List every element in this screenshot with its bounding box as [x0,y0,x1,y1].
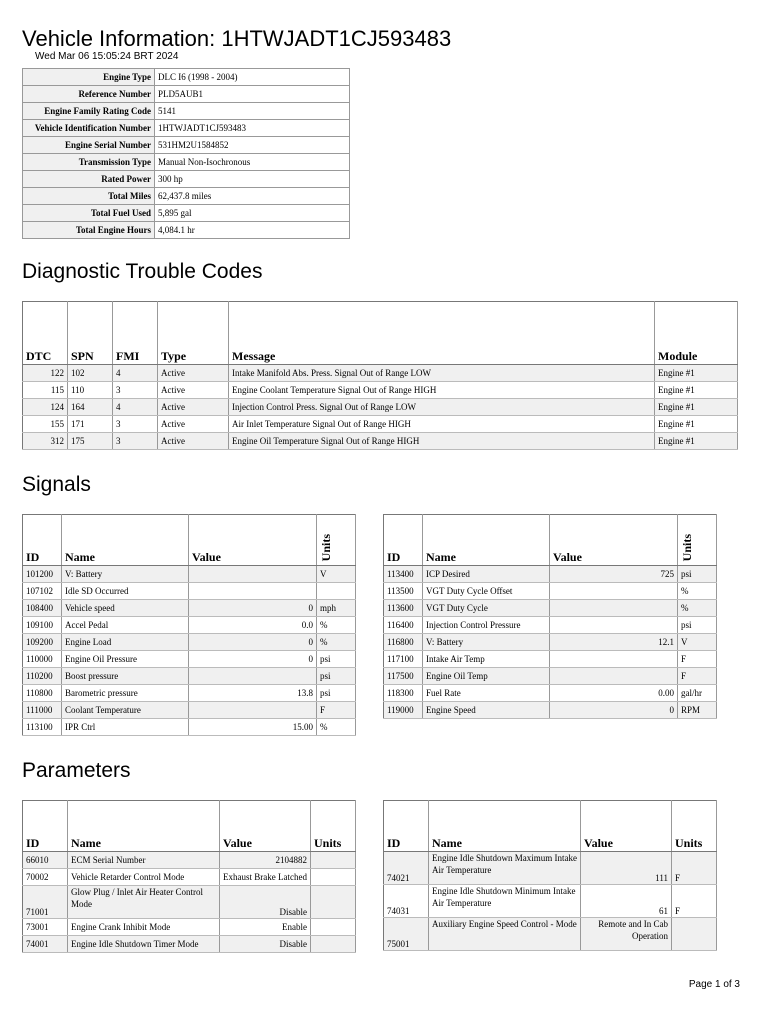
row-id: 117100 [384,651,423,668]
vehicle-info-label: Rated Power [23,171,155,188]
row-units: % [317,617,356,634]
row-name: VGT Duty Cycle Offset [423,583,550,600]
row-name: IPR Ctrl [62,719,189,736]
row-name: Engine Oil Pressure [62,651,189,668]
table-row [23,919,356,936]
vehicle-info-label: Total Fuel Used [23,205,155,222]
row-name: Engine Speed [423,702,550,719]
row-units: F [317,702,356,719]
col-header: ID [23,801,68,852]
dtc-type: Active [158,399,229,416]
table-row [23,936,356,953]
page-title: Vehicle Information: 1HTWJADT1CJ593483 [22,26,452,51]
table-row [23,651,356,668]
vehicle-info-row [23,137,350,154]
dtc-message: Injection Control Press. Signal Out of Range LOW [229,399,655,416]
row-name: ECM Serial Number [68,852,220,869]
spn: 102 [68,365,113,382]
parameters-table-left [22,800,356,953]
row-id: 110800 [23,685,62,702]
vehicle-info-row [23,171,350,188]
col-header: Value [581,801,672,852]
vehicle-info-label: Engine Serial Number [23,137,155,154]
vehicle-info-value: Manual Non-Isochronous [155,154,350,171]
col-header: ID [384,801,429,852]
vehicle-info-label: Engine Family Rating Code [23,103,155,120]
row-name: Intake Air Temp [423,651,550,668]
spn: 171 [68,416,113,433]
dtc-row [23,433,738,450]
table-row [384,668,717,685]
dtc-message: Engine Coolant Temperature Signal Out of Range HIGH [229,382,655,399]
dtc-code: 115 [23,382,68,399]
row-units [311,919,356,936]
table-row [384,566,717,583]
col-header: Units [311,801,356,852]
table-row [384,651,717,668]
row-id: 113500 [384,583,423,600]
row-name: Glow Plug / Inlet Air Heater Control Mode [68,886,220,919]
table-row [23,566,356,583]
spn: 110 [68,382,113,399]
dtc-code: 155 [23,416,68,433]
row-value [550,617,678,634]
row-units: V [317,566,356,583]
table-row [23,685,356,702]
vehicle-info-row [23,222,350,239]
row-units: psi [678,617,717,634]
row-name: Injection Control Pressure [423,617,550,634]
col-header: Name [423,515,550,566]
vehicle-info-label: Reference Number [23,86,155,103]
row-units [672,918,717,951]
row-units [311,936,356,953]
row-name: Engine Idle Shutdown Minimum Intake Air Temperature [429,885,581,918]
row-id: 73001 [23,919,68,936]
row-units: psi [317,668,356,685]
vehicle-info-value: 62,437.8 miles [155,188,350,205]
row-name: VGT Duty Cycle [423,600,550,617]
table-row [384,634,717,651]
vehicle-info-value: 300 hp [155,171,350,188]
row-units: F [672,885,717,918]
row-value: 15.00 [189,719,317,736]
vehicle-info-label: Transmission Type [23,154,155,171]
row-id: 113100 [23,719,62,736]
dtc-message: Engine Oil Temperature Signal Out of Range HIGH [229,433,655,450]
table-row [23,583,356,600]
row-id: 71001 [23,886,68,919]
row-id: 74001 [23,936,68,953]
row-value: Disable [220,886,311,919]
vehicle-info-row [23,205,350,222]
row-name: Accel Pedal [62,617,189,634]
vehicle-info-value: 531HM2U1584852 [155,137,350,154]
row-value: 0.00 [550,685,678,702]
col-header: Name [68,801,220,852]
row-id: 113600 [384,600,423,617]
dtc-module: Engine #1 [655,382,738,399]
row-name: Engine Load [62,634,189,651]
table-row [23,600,356,617]
col-header: Units [672,801,717,852]
dtc-code: 312 [23,433,68,450]
table-row [23,634,356,651]
row-units [311,852,356,869]
vehicle-info-table [22,68,350,239]
row-value [550,668,678,685]
dtc-code: 122 [23,365,68,382]
row-value: Enable [220,919,311,936]
vehicle-info-value: 4,084.1 hr [155,222,350,239]
table-row [23,886,356,919]
row-units: psi [317,651,356,668]
dtc-module: Engine #1 [655,365,738,382]
col-header: Value [220,801,311,852]
col-header: FMI [113,302,158,365]
row-id: 116400 [384,617,423,634]
table-row [384,852,717,885]
table-row [384,685,717,702]
col-header: Value [189,515,317,566]
dtc-row [23,382,738,399]
vehicle-info-value: 5,895 gal [155,205,350,222]
table-row [384,583,717,600]
row-units [311,886,356,919]
table-row [384,617,717,634]
table-row [384,600,717,617]
dtc-type: Active [158,382,229,399]
row-value: 12.1 [550,634,678,651]
col-header: ID [23,515,62,566]
fmi: 4 [113,399,158,416]
fmi: 3 [113,382,158,399]
row-id: 74021 [384,852,429,885]
col-header: SPN [68,302,113,365]
dtc-code: 124 [23,399,68,416]
vehicle-info-value: 1HTWJADT1CJ593483 [155,120,350,137]
table-row [384,918,717,951]
row-id: 75001 [384,918,429,951]
vehicle-info-row [23,154,350,171]
row-value: 725 [550,566,678,583]
row-name: Idle SD Occurred [62,583,189,600]
row-id: 118300 [384,685,423,702]
row-value: 13.8 [189,685,317,702]
vehicle-info-value: DLC I6 (1998 - 2004) [155,69,350,86]
row-id: 111000 [23,702,62,719]
table-row [384,702,717,719]
table-row [23,852,356,869]
row-name: Boost pressure [62,668,189,685]
row-units: F [672,852,717,885]
table-row [384,885,717,918]
table-row [23,668,356,685]
spn: 175 [68,433,113,450]
row-name: Engine Idle Shutdown Timer Mode [68,936,220,953]
vehicle-info-row [23,69,350,86]
col-header: Type [158,302,229,365]
row-value: 2104882 [220,852,311,869]
vehicle-info-label: Engine Type [23,69,155,86]
col-header: Value [550,515,678,566]
report-date: Wed Mar 06 15:05:24 BRT 2024 [35,51,179,62]
col-header: Units [317,515,356,566]
fmi: 3 [113,433,158,450]
row-value [550,600,678,617]
dtc-type: Active [158,416,229,433]
row-value: 0 [189,651,317,668]
row-units: % [678,600,717,617]
col-header: Name [429,801,581,852]
row-id: 70002 [23,869,68,886]
row-id: 109100 [23,617,62,634]
row-value: Remote and In Cab Operation [581,918,672,951]
row-name: Auxiliary Engine Speed Control - Mode [429,918,581,951]
row-name: Vehicle Retarder Control Mode [68,869,220,886]
row-value: Exhaust Brake Latched [220,869,311,886]
row-name: Engine Oil Temp [423,668,550,685]
row-id: 113400 [384,566,423,583]
row-id: 74031 [384,885,429,918]
row-id: 119000 [384,702,423,719]
dtc-message: Air Inlet Temperature Signal Out of Range HIGH [229,416,655,433]
col-header: DTC [23,302,68,365]
row-name: Engine Idle Shutdown Maximum Intake Air Temperature [429,852,581,885]
fmi: 4 [113,365,158,382]
row-name: Coolant Temperature [62,702,189,719]
row-value: 0 [550,702,678,719]
row-name: Barometric pressure [62,685,189,702]
row-units: RPM [678,702,717,719]
row-id: 110200 [23,668,62,685]
dtc-row [23,365,738,382]
col-header: Units [678,515,717,566]
row-value: Disable [220,936,311,953]
row-id: 107102 [23,583,62,600]
dtc-heading: Diagnostic Trouble Codes [22,260,263,283]
vehicle-info-row [23,188,350,205]
row-value: 0 [189,600,317,617]
table-row [23,617,356,634]
row-units: % [317,634,356,651]
col-header: ID [384,515,423,566]
row-units: psi [678,566,717,583]
vehicle-info-value: 5141 [155,103,350,120]
vehicle-info-label: Total Miles [23,188,155,205]
dtc-row [23,416,738,433]
vehicle-info-value: PLD5AUB1 [155,86,350,103]
row-units: psi [317,685,356,702]
row-value [550,651,678,668]
row-id: 109200 [23,634,62,651]
row-value [189,583,317,600]
signals-heading: Signals [22,473,91,496]
dtc-type: Active [158,365,229,382]
row-value [189,702,317,719]
dtc-type: Active [158,433,229,450]
fmi: 3 [113,416,158,433]
table-row [23,702,356,719]
row-value [550,583,678,600]
row-name: Fuel Rate [423,685,550,702]
col-header: Name [62,515,189,566]
row-units: F [678,668,717,685]
signals-table-left [22,514,356,736]
row-name: Engine Crank Inhibit Mode [68,919,220,936]
signals-table-right [383,514,717,719]
table-row [23,719,356,736]
row-units: mph [317,600,356,617]
vehicle-info-row [23,120,350,137]
vehicle-info-label: Vehicle Identification Number [23,120,155,137]
row-id: 101200 [23,566,62,583]
row-value: 61 [581,885,672,918]
row-units: gal/hr [678,685,717,702]
row-value: 111 [581,852,672,885]
row-id: 66010 [23,852,68,869]
page-number: Page 1 of 3 [688,979,740,990]
row-name: V: Battery [423,634,550,651]
row-units: % [317,719,356,736]
parameters-table-right [383,800,717,951]
dtc-row [23,399,738,416]
vehicle-info-label: Total Engine Hours [23,222,155,239]
row-id: 110000 [23,651,62,668]
col-header: Module [655,302,738,365]
row-name: ICP Desired [423,566,550,583]
row-units: F [678,651,717,668]
row-units: % [678,583,717,600]
spn: 164 [68,399,113,416]
vehicle-info-row [23,86,350,103]
dtc-table [22,301,738,450]
row-id: 116800 [384,634,423,651]
dtc-module: Engine #1 [655,433,738,450]
col-header: Message [229,302,655,365]
row-value: 0.0 [189,617,317,634]
row-name: V: Battery [62,566,189,583]
row-name: Vehicle speed [62,600,189,617]
row-id: 117500 [384,668,423,685]
row-value [189,566,317,583]
row-units: V [678,634,717,651]
dtc-module: Engine #1 [655,399,738,416]
row-units [317,583,356,600]
dtc-module: Engine #1 [655,416,738,433]
row-value [189,668,317,685]
row-units [311,869,356,886]
table-row [23,869,356,886]
row-id: 108400 [23,600,62,617]
dtc-message: Intake Manifold Abs. Press. Signal Out of Range LOW [229,365,655,382]
parameters-heading: Parameters [22,759,131,782]
vehicle-info-row [23,103,350,120]
row-value: 0 [189,634,317,651]
